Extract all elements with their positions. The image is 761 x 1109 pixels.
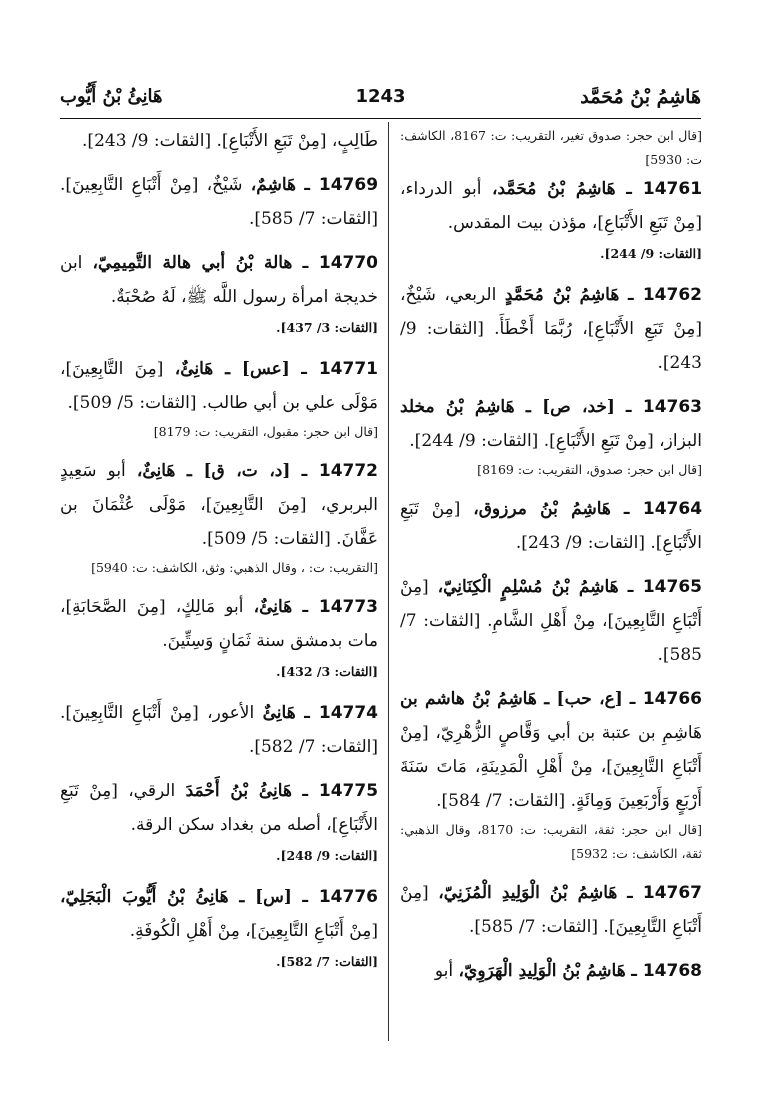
entry-name: هَاشِمُ بْنُ مُحَمَّدٍ [504, 285, 620, 305]
entry-14768 [400, 954, 702, 988]
entry-14770 [60, 246, 378, 342]
entry-text: [مِنْ أَتْبَاعِ التَّابِعِينَ]، مِنْ أَهْلِ الْكُوفَةِ. [129, 921, 378, 941]
entry-note: [التقريب: ت: ، وقال الذهبي: وثق، الكاشف: ت: 5940] [91, 560, 378, 575]
continuation-entry [60, 124, 378, 158]
entry-note: [قال ابن حجر: مقبول، التقريب: ت: 8179] [153, 424, 378, 439]
entry-text: [مِنَ التَّابِعِينَ]، مَوْلَى علي بن أبي طالب. [الثقات: 5/ 509]. [60, 359, 378, 413]
right-column [400, 124, 702, 998]
entry-name: [خد، ص] ـ هَاشِمُ بْنُ مخلد [400, 397, 615, 417]
entry-name: هَانِئُ بْنُ أَحْمَدَ [185, 781, 292, 801]
entry-14772 [60, 454, 378, 580]
entry-text: [مِنْ أَتْبَاعِ التَّابِعِينَ]. [الثقات: 7/ 585]. [400, 883, 702, 937]
entry-number: 14776 ـ [302, 887, 378, 907]
entry-name: هَانِئٌ، [253, 597, 293, 617]
entry-text: ابن خديجة امرأة رسول اللَّه ﷺ، لَهُ صُحْبَةٌ. [60, 253, 378, 307]
entry-text: أبو [434, 961, 454, 981]
entry-14765 [400, 570, 702, 672]
continuation-text: طَالِبٍ، [مِنْ تَبَعِ الأَتْبَاعِ]. [الثقات: 9/ 243]. [82, 131, 378, 151]
entry-note: [قال ابن حجر: صدوق، التقريب: ت: 8169] [477, 462, 702, 477]
entry-name: هَاشِمُ بْنُ مرزوق، [473, 499, 611, 519]
column-divider [388, 122, 389, 1041]
entry-text: أبو سَعِيدٍ البربري، [مِنَ التَّابِعِينَ]، مَوْلَى عُثْمَانَ بن عَفَّانَ. [الثقات: 5/ 509]. [60, 461, 378, 549]
entry-note: [قال ابن حجر: ثقة، التقريب: ت: 8170، وقال الذهبي: ثقة، الكاشف: ت: 5932] [400, 822, 702, 861]
entry-14762 [400, 278, 702, 380]
entry-number: 14765 ـ [627, 577, 702, 597]
entry-name: هَاشِمُ بْنُ الْوَلِيدِ الْمُزَنِيّ، [438, 883, 618, 903]
entry-text: [مِنْ أَتْبَاعِ التَّابِعِينَ]، مِنْ أَهْلِ الشَّامِ. [الثقات: 7/ 585]. [400, 577, 702, 665]
entry-number: 14775 ـ [302, 781, 379, 801]
entry-name: هالة بْنُ أبي هالة التَّمِيمِيّ، [92, 253, 293, 273]
entry-name: هَاشِمُ بْنُ مُحَمَّد، [491, 179, 616, 199]
entry-14771 [60, 352, 378, 444]
entry-number: 14772 ـ [301, 461, 379, 481]
page-header [60, 78, 701, 114]
entry-14767 [400, 876, 702, 944]
entry-text: أبو الدرداء، [مِنْ تَبَعِ الأَتْبَاعِ]، مؤذن بيت المقدس. [400, 179, 702, 233]
top-note: [قال ابن حجر: صدوق تغير، التقريب: ت: 8167، الكاشف: ت: 5930] [400, 128, 702, 167]
entry-number: 14763 ـ [625, 397, 703, 417]
entry-14769 [60, 168, 378, 236]
entry-number: 14766 ـ [629, 689, 702, 709]
entry-number: 14761 ـ [626, 179, 703, 199]
entry-14776 [60, 880, 378, 976]
header-rule [60, 118, 701, 119]
left-column [60, 124, 378, 986]
entry-14766 [400, 682, 702, 866]
header-left-title: هَانِئُ بْنُ أَيُّوب [60, 86, 163, 107]
entry-14763 [400, 390, 702, 482]
entry-name: [د، ت، ق] ـ هَانِئٌ، [136, 461, 291, 481]
entry-text: أبو مَالِكٍ، [مِنَ الصَّحَابَةِ]، مات بدمشق سنة ثَمَانٍ وَسِتِّينَ. [60, 597, 378, 651]
entry-14761 [400, 172, 702, 268]
entry-number: 14770 ـ [302, 253, 379, 273]
entry-ref: [الثقات: 7/ 582]. [276, 954, 378, 969]
entry-number: 14764 ـ [623, 499, 703, 519]
entry-text: الأعور، [مِنْ أَتْبَاعِ التَّابِعِينَ]. [الثقات: 7/ 582]. [60, 703, 378, 757]
entry-name: هَاشِمُ بْنُ الْوَلِيدِ الْهَرَوِيّ، [458, 961, 626, 981]
entry-name: هَاشِمُ بْنُ مُسْلِمٍ الْكِنَانِيّ، [437, 577, 619, 597]
entry-text: الرقي، [مِنْ تَبَعِ الأَتْبَاعِ]، أصله من بغداد سكن الرقة. [60, 781, 378, 835]
entry-number: 14773 ـ [302, 597, 379, 617]
entry-text: شَيْخٌ، [مِنْ أَتْبَاعِ التَّابِعِينَ]. [الثقات: 7/ 585]. [60, 175, 378, 229]
entry-ref: [الثقات: 3/ 437]. [276, 320, 378, 335]
entry-text: هَاشِمِ بن عتبة بن أبي وَقَّاصٍ الزُّهْرِيّ، [مِنْ أَتْبَاعِ التَّابِعِينَ]، مِنْ أَهْلِ الْمَدِينَةِ، مَاتَ سَنَةَ أَرْبَعٍ وَأَرْبَعِينَ وَمِائَةٍ. [الثقات: 7/ 584]. [400, 723, 702, 811]
entry-name: [ع، حب] ـ هَاشِمُ بْنُ هاشم بن [400, 689, 623, 709]
entry-14774 [60, 696, 378, 764]
entry-name: هَانِئٌ [262, 703, 296, 723]
entry-number: 14762 ـ [627, 285, 702, 305]
entry-number: 14769 ـ [304, 175, 379, 195]
entry-name: [عس] ـ هَانِئٌ، [174, 359, 290, 379]
entry-name: هَاشِمٌ، [250, 175, 296, 195]
entry-number: 14771 ـ [301, 359, 378, 379]
entry-14775 [60, 774, 378, 870]
entry-14773 [60, 590, 378, 686]
entry-ref: [الثقات: 9/ 244]. [600, 246, 702, 261]
entry-14764 [400, 492, 702, 560]
entry-text: البزاز، [مِنْ تَبَعِ الأَتْبَاعِ]. [الثقات: 9/ 244]. [409, 431, 702, 451]
header-right-title: هَاشِمُ بْنُ مُحَمَّد [580, 86, 701, 108]
page-number: 1243 [355, 86, 406, 107]
entry-number: 14767 ـ [626, 883, 703, 903]
entry-text: [مِنْ تَبَعِ الأَتْبَاعِ]. [الثقات: 9/ 243]. [400, 499, 702, 553]
entry-ref: [الثقات: 3/ 432]. [276, 664, 378, 679]
entry-ref: [الثقات: 9/ 248]. [276, 848, 378, 863]
entry-number: 14774 ـ [304, 703, 379, 723]
entry-number: 14768 ـ [631, 961, 702, 981]
entry-text: الربعي، شَيْخٌ، [مِنْ تَبَعِ الأَتْبَاعِ]، رُبَّمَا أَخْطَأَ. [الثقات: 9/ 243]. [400, 285, 702, 373]
entry-name: [س] ـ هَانِئُ بْنُ أَيُّوبَ الْبَجَلِيّ، [60, 887, 292, 907]
